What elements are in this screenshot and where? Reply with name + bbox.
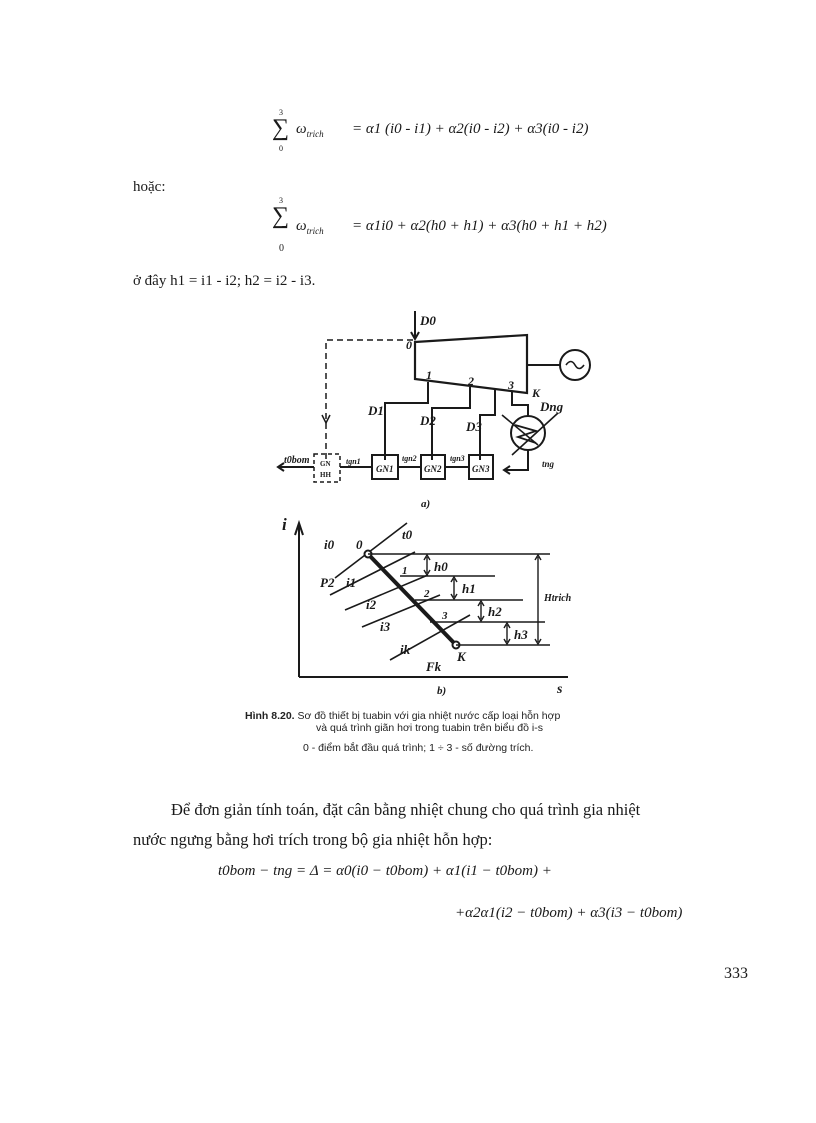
page-number: 333 [724, 965, 748, 982]
label-GN2: GN2 [424, 464, 442, 474]
is-diagram [280, 515, 600, 700]
label-GN1: GN1 [376, 464, 394, 474]
label-GN3: GN3 [472, 464, 490, 474]
equation-3-line-1: t0bom − tng = Δ = α0(i0 − t0bom) + α1(i1 − t0bom) + [218, 863, 552, 879]
label-2: 2 [468, 374, 474, 388]
label-i2: i2 [366, 597, 377, 612]
label-D0: D0 [420, 313, 436, 328]
label-h2: h2 [488, 604, 502, 619]
s-axis-label: s [557, 682, 563, 697]
label-HH: HH [320, 471, 331, 479]
equation-1-rhs: = α1 (i0 - i1) + α2(i0 - i2) + α3(i0 - i2) [352, 121, 589, 137]
sum-lower-limit: 0 [279, 144, 283, 153]
label-K: K [457, 649, 466, 664]
equation-2 [270, 196, 670, 256]
label-Fk: Fk [426, 659, 442, 674]
label-h1: h1 [462, 581, 476, 596]
body-paragraph [133, 795, 753, 855]
label-0: 0 [356, 537, 363, 552]
sum-lower-limit: 0 [279, 243, 284, 254]
label-K: K [532, 386, 541, 400]
caption-line-2: và quá trình giãn hơi trong tuabin trên biểu đồ i-s [316, 722, 543, 734]
turbine-schematic [270, 305, 610, 515]
equation-3-line-2: +α2α1(i2 − t0bom) + α3(i3 − t0bom) [455, 905, 683, 921]
equation-1 [270, 108, 670, 158]
sum-term: $\omega_{trich}$ [296, 218, 324, 236]
label-i0: i0 [324, 537, 335, 552]
label-GN: GN [320, 460, 331, 468]
label-i3: i3 [380, 619, 391, 634]
label-tgn1: tgn1 [346, 457, 361, 466]
label-tgn3: tgn3 [450, 454, 465, 463]
label-1: 1 [426, 368, 432, 382]
label-2: 2 [424, 588, 430, 600]
label-3: 3 [442, 610, 448, 622]
label-D3: D3 [466, 419, 482, 434]
label-1: 1 [402, 565, 408, 577]
label-tng: tng [542, 459, 555, 469]
equation-2-rhs: = α1i0 + α2(h0 + h1) + α3(h0 + h1 + h2) [352, 218, 607, 234]
label-i1: i1 [346, 575, 357, 590]
label-tgn2: tgn2 [402, 454, 417, 463]
sum-upper-limit: 3 [279, 196, 283, 205]
label-D2: D2 [420, 413, 436, 428]
hoac-label: hoặc: [133, 179, 166, 195]
label-t0: t0 [402, 527, 413, 542]
sigma-symbol: ∑ [272, 115, 290, 141]
extraction-3-line [480, 390, 495, 460]
sum-term: $\omega_{trich}$ [296, 121, 324, 139]
figure-b-caption: b) [437, 685, 447, 697]
label-3: 3 [508, 378, 514, 392]
i-axis-label: i [282, 515, 287, 534]
caption-line-1: Hình 8.20. Sơ đồ thiết bị tuabin với gia nhiệt nước cấp loại hỗn hợp [245, 710, 561, 722]
label-h3: h3 [514, 627, 528, 642]
paragraph-line-1: Để đơn giản tính toán, đặt cân bằng nhiệt chung cho quá trình gia nhiệt [171, 800, 641, 819]
label-Dng: Dng [540, 399, 564, 414]
exhaust-line [512, 392, 528, 417]
figure-caption [245, 710, 665, 754]
extraction-2-line [432, 387, 470, 460]
label-p2: P2 [320, 575, 335, 590]
isobar-t0 [335, 523, 407, 578]
sigma-symbol: ∑ [272, 203, 290, 229]
label-Htrich: Htrich [544, 593, 572, 604]
label-D1: D1 [368, 403, 384, 418]
sum-upper-limit: 3 [279, 108, 283, 117]
label-0: 0 [406, 338, 412, 352]
label-t0bom: t0bom [284, 455, 310, 466]
label-ik: ik [400, 642, 411, 657]
dashed-feedback-line [326, 340, 413, 462]
o-day-definition: ở đây h1 = i1 - i2; h2 = i2 - i3. [133, 273, 316, 289]
figure-a-caption: a) [421, 498, 431, 510]
label-h0: h0 [434, 559, 448, 574]
caption-line-3: 0 - điểm bắt đầu quá trình; 1 ÷ 3 - số đường trích. [303, 742, 534, 754]
paragraph-line-2: nước ngưng bằng hơi trích trong bộ gia nhiệt hỗn hợp: [133, 830, 493, 849]
